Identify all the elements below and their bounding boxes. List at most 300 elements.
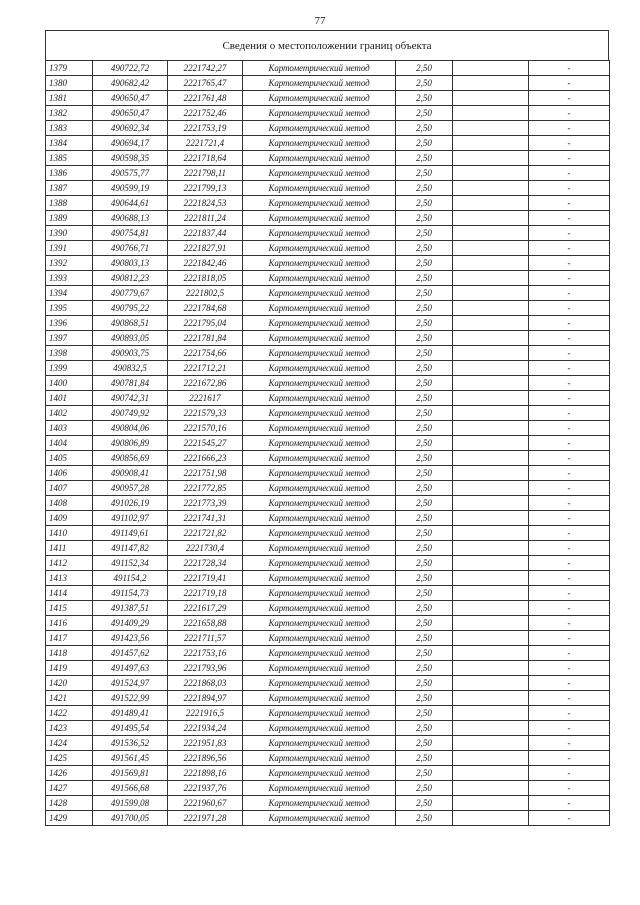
- method-cell: Картометрический метод: [243, 571, 396, 586]
- y-coordinate-cell: 2221545,27: [168, 436, 243, 451]
- extra-cell: -: [529, 781, 610, 796]
- y-coordinate-cell: 2221894,97: [168, 691, 243, 706]
- extra-cell: -: [529, 436, 610, 451]
- point-number-cell: 1395: [46, 301, 93, 316]
- point-number-cell: 1408: [46, 496, 93, 511]
- y-coordinate-cell: 2221741,31: [168, 511, 243, 526]
- extra-cell: -: [529, 736, 610, 751]
- accuracy-cell: 2,50: [396, 331, 453, 346]
- accuracy-cell: 2,50: [396, 391, 453, 406]
- table-row: [46, 421, 610, 436]
- method-cell: Картометрический метод: [243, 346, 396, 361]
- method-cell: Картометрический метод: [243, 316, 396, 331]
- point-number-cell: 1428: [46, 796, 93, 811]
- method-cell: Картометрический метод: [243, 61, 396, 76]
- y-coordinate-cell: 2221721,4: [168, 136, 243, 151]
- table-row: [46, 256, 610, 271]
- y-coordinate-cell: 2221795,04: [168, 316, 243, 331]
- x-coordinate-cell: 490893,05: [93, 331, 168, 346]
- description-cell: [453, 541, 529, 556]
- x-coordinate-cell: 490688,13: [93, 211, 168, 226]
- description-cell: [453, 721, 529, 736]
- description-cell: [453, 211, 529, 226]
- table-row: [46, 106, 610, 121]
- table-row: [46, 226, 610, 241]
- x-coordinate-cell: 490903,75: [93, 346, 168, 361]
- method-cell: Картометрический метод: [243, 616, 396, 631]
- method-cell: Картометрический метод: [243, 121, 396, 136]
- point-number-cell: 1416: [46, 616, 93, 631]
- y-coordinate-cell: 2221951,83: [168, 736, 243, 751]
- y-coordinate-cell: 2221896,56: [168, 751, 243, 766]
- accuracy-cell: 2,50: [396, 631, 453, 646]
- y-coordinate-cell: 2221753,16: [168, 646, 243, 661]
- extra-cell: -: [529, 331, 610, 346]
- x-coordinate-cell: 490812,23: [93, 271, 168, 286]
- extra-cell: -: [529, 76, 610, 91]
- point-number-cell: 1410: [46, 526, 93, 541]
- table-row: [46, 406, 610, 421]
- method-cell: Картометрический метод: [243, 301, 396, 316]
- y-coordinate-cell: 2221719,41: [168, 571, 243, 586]
- table-row: [46, 361, 610, 376]
- table-row: [46, 76, 610, 91]
- x-coordinate-cell: 490650,47: [93, 106, 168, 121]
- extra-cell: -: [529, 61, 610, 76]
- table-row: [46, 376, 610, 391]
- method-cell: Картометрический метод: [243, 166, 396, 181]
- extra-cell: -: [529, 391, 610, 406]
- description-cell: [453, 781, 529, 796]
- method-cell: Картометрический метод: [243, 196, 396, 211]
- y-coordinate-cell: 2221754,66: [168, 346, 243, 361]
- x-coordinate-cell: 490806,89: [93, 436, 168, 451]
- description-cell: [453, 301, 529, 316]
- description-cell: [453, 811, 529, 826]
- extra-cell: -: [529, 466, 610, 481]
- description-cell: [453, 496, 529, 511]
- x-coordinate-cell: 491524,97: [93, 676, 168, 691]
- x-coordinate-cell: 491409,29: [93, 616, 168, 631]
- description-cell: [453, 136, 529, 151]
- accuracy-cell: 2,50: [396, 751, 453, 766]
- table-row: [46, 751, 610, 766]
- extra-cell: -: [529, 361, 610, 376]
- x-coordinate-cell: 491147,82: [93, 541, 168, 556]
- y-coordinate-cell: 2221753,19: [168, 121, 243, 136]
- accuracy-cell: 2,50: [396, 811, 453, 826]
- table-title: Сведения о местоположении границ объекта: [45, 30, 609, 60]
- point-number-cell: 1392: [46, 256, 93, 271]
- accuracy-cell: 2,50: [396, 376, 453, 391]
- point-number-cell: 1384: [46, 136, 93, 151]
- table-body: [46, 61, 610, 826]
- table-row: [46, 571, 610, 586]
- method-cell: Картометрический метод: [243, 661, 396, 676]
- method-cell: Картометрический метод: [243, 541, 396, 556]
- description-cell: [453, 586, 529, 601]
- method-cell: Картометрический метод: [243, 76, 396, 91]
- method-cell: Картометрический метод: [243, 646, 396, 661]
- y-coordinate-cell: 2221937,76: [168, 781, 243, 796]
- x-coordinate-cell: 491700,05: [93, 811, 168, 826]
- y-coordinate-cell: 2221617,29: [168, 601, 243, 616]
- method-cell: Картометрический метод: [243, 751, 396, 766]
- description-cell: [453, 736, 529, 751]
- method-cell: Картометрический метод: [243, 331, 396, 346]
- extra-cell: -: [529, 571, 610, 586]
- extra-cell: -: [529, 646, 610, 661]
- accuracy-cell: 2,50: [396, 346, 453, 361]
- point-number-cell: 1386: [46, 166, 93, 181]
- accuracy-cell: 2,50: [396, 196, 453, 211]
- table-row: [46, 346, 610, 361]
- extra-cell: -: [529, 811, 610, 826]
- accuracy-cell: 2,50: [396, 421, 453, 436]
- description-cell: [453, 286, 529, 301]
- y-coordinate-cell: 2221773,39: [168, 496, 243, 511]
- accuracy-cell: 2,50: [396, 691, 453, 706]
- method-cell: Картометрический метод: [243, 586, 396, 601]
- extra-cell: -: [529, 496, 610, 511]
- point-number-cell: 1400: [46, 376, 93, 391]
- page-number: 77: [314, 15, 326, 27]
- x-coordinate-cell: 490795,22: [93, 301, 168, 316]
- y-coordinate-cell: 2221579,33: [168, 406, 243, 421]
- y-coordinate-cell: 2221672,86: [168, 376, 243, 391]
- description-cell: [453, 391, 529, 406]
- point-number-cell: 1424: [46, 736, 93, 751]
- extra-cell: -: [529, 601, 610, 616]
- y-coordinate-cell: 2221721,82: [168, 526, 243, 541]
- x-coordinate-cell: 490749,92: [93, 406, 168, 421]
- x-coordinate-cell: 490682,42: [93, 76, 168, 91]
- description-cell: [453, 106, 529, 121]
- x-coordinate-cell: 491387,51: [93, 601, 168, 616]
- extra-cell: -: [529, 211, 610, 226]
- point-number-cell: 1405: [46, 451, 93, 466]
- x-coordinate-cell: 490742,31: [93, 391, 168, 406]
- x-coordinate-cell: 490694,17: [93, 136, 168, 151]
- accuracy-cell: 2,50: [396, 286, 453, 301]
- table-row: [46, 196, 610, 211]
- accuracy-cell: 2,50: [396, 766, 453, 781]
- extra-cell: -: [529, 526, 610, 541]
- point-number-cell: 1404: [46, 436, 93, 451]
- x-coordinate-cell: 490722,72: [93, 61, 168, 76]
- y-coordinate-cell: 2221916,5: [168, 706, 243, 721]
- method-cell: Картометрический метод: [243, 466, 396, 481]
- accuracy-cell: 2,50: [396, 91, 453, 106]
- accuracy-cell: 2,50: [396, 76, 453, 91]
- description-cell: [453, 151, 529, 166]
- method-cell: Картометрический метод: [243, 601, 396, 616]
- table-row: [46, 451, 610, 466]
- point-number-cell: 1427: [46, 781, 93, 796]
- table-row: [46, 646, 610, 661]
- y-coordinate-cell: 2221765,47: [168, 76, 243, 91]
- description-cell: [453, 316, 529, 331]
- accuracy-cell: 2,50: [396, 571, 453, 586]
- table-row: [46, 796, 610, 811]
- method-cell: Картометрический метод: [243, 436, 396, 451]
- accuracy-cell: 2,50: [396, 256, 453, 271]
- point-number-cell: 1403: [46, 421, 93, 436]
- extra-cell: -: [529, 136, 610, 151]
- x-coordinate-cell: 490598,35: [93, 151, 168, 166]
- point-number-cell: 1417: [46, 631, 93, 646]
- accuracy-cell: 2,50: [396, 646, 453, 661]
- y-coordinate-cell: 2221751,98: [168, 466, 243, 481]
- table-row: [46, 586, 610, 601]
- method-cell: Картометрический метод: [243, 226, 396, 241]
- point-number-cell: 1385: [46, 151, 93, 166]
- table-row: [46, 556, 610, 571]
- y-coordinate-cell: 2221784,68: [168, 301, 243, 316]
- y-coordinate-cell: 2221761,48: [168, 91, 243, 106]
- accuracy-cell: 2,50: [396, 436, 453, 451]
- accuracy-cell: 2,50: [396, 526, 453, 541]
- accuracy-cell: 2,50: [396, 661, 453, 676]
- point-number-cell: 1423: [46, 721, 93, 736]
- table-row: [46, 466, 610, 481]
- accuracy-cell: 2,50: [396, 706, 453, 721]
- accuracy-cell: 2,50: [396, 616, 453, 631]
- table-row: [46, 286, 610, 301]
- extra-cell: -: [529, 661, 610, 676]
- y-coordinate-cell: 2221827,91: [168, 241, 243, 256]
- description-cell: [453, 631, 529, 646]
- description-cell: [453, 436, 529, 451]
- table-row: [46, 481, 610, 496]
- x-coordinate-cell: 491599,08: [93, 796, 168, 811]
- y-coordinate-cell: 2221824,53: [168, 196, 243, 211]
- table-row: [46, 91, 610, 106]
- x-coordinate-cell: 491569,81: [93, 766, 168, 781]
- table-row: [46, 271, 610, 286]
- method-cell: Картометрический метод: [243, 766, 396, 781]
- extra-cell: -: [529, 796, 610, 811]
- x-coordinate-cell: 490908,41: [93, 466, 168, 481]
- description-cell: [453, 676, 529, 691]
- x-coordinate-cell: 490754,81: [93, 226, 168, 241]
- method-cell: Картометрический метод: [243, 151, 396, 166]
- method-cell: Картометрический метод: [243, 421, 396, 436]
- method-cell: Картометрический метод: [243, 376, 396, 391]
- extra-cell: -: [529, 376, 610, 391]
- method-cell: Картометрический метод: [243, 676, 396, 691]
- description-cell: [453, 466, 529, 481]
- point-number-cell: 1387: [46, 181, 93, 196]
- method-cell: Картометрический метод: [243, 511, 396, 526]
- description-cell: [453, 361, 529, 376]
- x-coordinate-cell: 491423,56: [93, 631, 168, 646]
- table-row: [46, 61, 610, 76]
- extra-cell: -: [529, 241, 610, 256]
- extra-cell: -: [529, 196, 610, 211]
- extra-cell: -: [529, 451, 610, 466]
- y-coordinate-cell: 2221842,46: [168, 256, 243, 271]
- coordinates-table: [45, 60, 610, 826]
- table-row: [46, 181, 610, 196]
- x-coordinate-cell: 490644,61: [93, 196, 168, 211]
- extra-cell: -: [529, 766, 610, 781]
- table-row: [46, 331, 610, 346]
- point-number-cell: 1426: [46, 766, 93, 781]
- description-cell: [453, 766, 529, 781]
- point-number-cell: 1399: [46, 361, 93, 376]
- table-row: [46, 526, 610, 541]
- extra-cell: -: [529, 616, 610, 631]
- accuracy-cell: 2,50: [396, 586, 453, 601]
- table-row: [46, 706, 610, 721]
- point-number-cell: 1407: [46, 481, 93, 496]
- description-cell: [453, 196, 529, 211]
- accuracy-cell: 2,50: [396, 166, 453, 181]
- description-cell: [453, 241, 529, 256]
- method-cell: Картометрический метод: [243, 481, 396, 496]
- extra-cell: -: [529, 286, 610, 301]
- point-number-cell: 1419: [46, 661, 93, 676]
- point-number-cell: 1425: [46, 751, 93, 766]
- method-cell: Картометрический метод: [243, 241, 396, 256]
- point-number-cell: 1390: [46, 226, 93, 241]
- point-number-cell: 1383: [46, 121, 93, 136]
- method-cell: Картометрический метод: [243, 691, 396, 706]
- extra-cell: -: [529, 676, 610, 691]
- description-cell: [453, 451, 529, 466]
- description-cell: [453, 166, 529, 181]
- accuracy-cell: 2,50: [396, 721, 453, 736]
- point-number-cell: 1394: [46, 286, 93, 301]
- accuracy-cell: 2,50: [396, 676, 453, 691]
- y-coordinate-cell: 2221811,24: [168, 211, 243, 226]
- point-number-cell: 1382: [46, 106, 93, 121]
- table-row: [46, 391, 610, 406]
- description-cell: [453, 181, 529, 196]
- accuracy-cell: 2,50: [396, 361, 453, 376]
- x-coordinate-cell: 491495,54: [93, 721, 168, 736]
- accuracy-cell: 2,50: [396, 121, 453, 136]
- accuracy-cell: 2,50: [396, 601, 453, 616]
- point-number-cell: 1420: [46, 676, 93, 691]
- accuracy-cell: 2,50: [396, 316, 453, 331]
- extra-cell: -: [529, 346, 610, 361]
- x-coordinate-cell: 491457,62: [93, 646, 168, 661]
- point-number-cell: 1397: [46, 331, 93, 346]
- accuracy-cell: 2,50: [396, 781, 453, 796]
- table-row: [46, 496, 610, 511]
- x-coordinate-cell: 491149,61: [93, 526, 168, 541]
- method-cell: Картометрический метод: [243, 406, 396, 421]
- point-number-cell: 1396: [46, 316, 93, 331]
- x-coordinate-cell: 491536,52: [93, 736, 168, 751]
- point-number-cell: 1391: [46, 241, 93, 256]
- method-cell: Картометрический метод: [243, 556, 396, 571]
- method-cell: Картометрический метод: [243, 796, 396, 811]
- method-cell: Картометрический метод: [243, 211, 396, 226]
- accuracy-cell: 2,50: [396, 301, 453, 316]
- table-row: [46, 511, 610, 526]
- x-coordinate-cell: 490957,28: [93, 481, 168, 496]
- extra-cell: -: [529, 91, 610, 106]
- description-cell: [453, 61, 529, 76]
- table-row: [46, 121, 610, 136]
- y-coordinate-cell: 2221711,57: [168, 631, 243, 646]
- description-cell: [453, 616, 529, 631]
- extra-cell: -: [529, 181, 610, 196]
- extra-cell: -: [529, 256, 610, 271]
- extra-cell: -: [529, 271, 610, 286]
- method-cell: Картометрический метод: [243, 721, 396, 736]
- y-coordinate-cell: 2221666,23: [168, 451, 243, 466]
- accuracy-cell: 2,50: [396, 556, 453, 571]
- x-coordinate-cell: 490868,51: [93, 316, 168, 331]
- point-number-cell: 1422: [46, 706, 93, 721]
- y-coordinate-cell: 2221802,5: [168, 286, 243, 301]
- point-number-cell: 1389: [46, 211, 93, 226]
- extra-cell: -: [529, 706, 610, 721]
- description-cell: [453, 646, 529, 661]
- table-row: [46, 676, 610, 691]
- description-cell: [453, 691, 529, 706]
- method-cell: Картометрический метод: [243, 271, 396, 286]
- extra-cell: -: [529, 556, 610, 571]
- table-row: [46, 781, 610, 796]
- x-coordinate-cell: 490766,71: [93, 241, 168, 256]
- accuracy-cell: 2,50: [396, 541, 453, 556]
- table-row: [46, 166, 610, 181]
- accuracy-cell: 2,50: [396, 136, 453, 151]
- table-row: [46, 601, 610, 616]
- extra-cell: -: [529, 541, 610, 556]
- point-number-cell: 1421: [46, 691, 93, 706]
- table-row: [46, 616, 610, 631]
- extra-cell: -: [529, 106, 610, 121]
- table-row: [46, 721, 610, 736]
- description-cell: [453, 91, 529, 106]
- table-row: [46, 541, 610, 556]
- y-coordinate-cell: 2221798,11: [168, 166, 243, 181]
- y-coordinate-cell: 2221971,28: [168, 811, 243, 826]
- x-coordinate-cell: 491154,73: [93, 586, 168, 601]
- point-number-cell: 1429: [46, 811, 93, 826]
- y-coordinate-cell: 2221799,13: [168, 181, 243, 196]
- table-row: [46, 211, 610, 226]
- description-cell: [453, 511, 529, 526]
- y-coordinate-cell: 2221728,34: [168, 556, 243, 571]
- table-row: [46, 691, 610, 706]
- x-coordinate-cell: 490856,69: [93, 451, 168, 466]
- x-coordinate-cell: 491522,99: [93, 691, 168, 706]
- accuracy-cell: 2,50: [396, 271, 453, 286]
- extra-cell: -: [529, 121, 610, 136]
- table-row: [46, 631, 610, 646]
- accuracy-cell: 2,50: [396, 151, 453, 166]
- extra-cell: -: [529, 316, 610, 331]
- method-cell: Картометрический метод: [243, 91, 396, 106]
- point-number-cell: 1415: [46, 601, 93, 616]
- description-cell: [453, 571, 529, 586]
- description-cell: [453, 601, 529, 616]
- extra-cell: -: [529, 691, 610, 706]
- point-number-cell: 1414: [46, 586, 93, 601]
- y-coordinate-cell: 2221898,16: [168, 766, 243, 781]
- extra-cell: -: [529, 226, 610, 241]
- description-cell: [453, 706, 529, 721]
- extra-cell: -: [529, 406, 610, 421]
- point-number-cell: 1409: [46, 511, 93, 526]
